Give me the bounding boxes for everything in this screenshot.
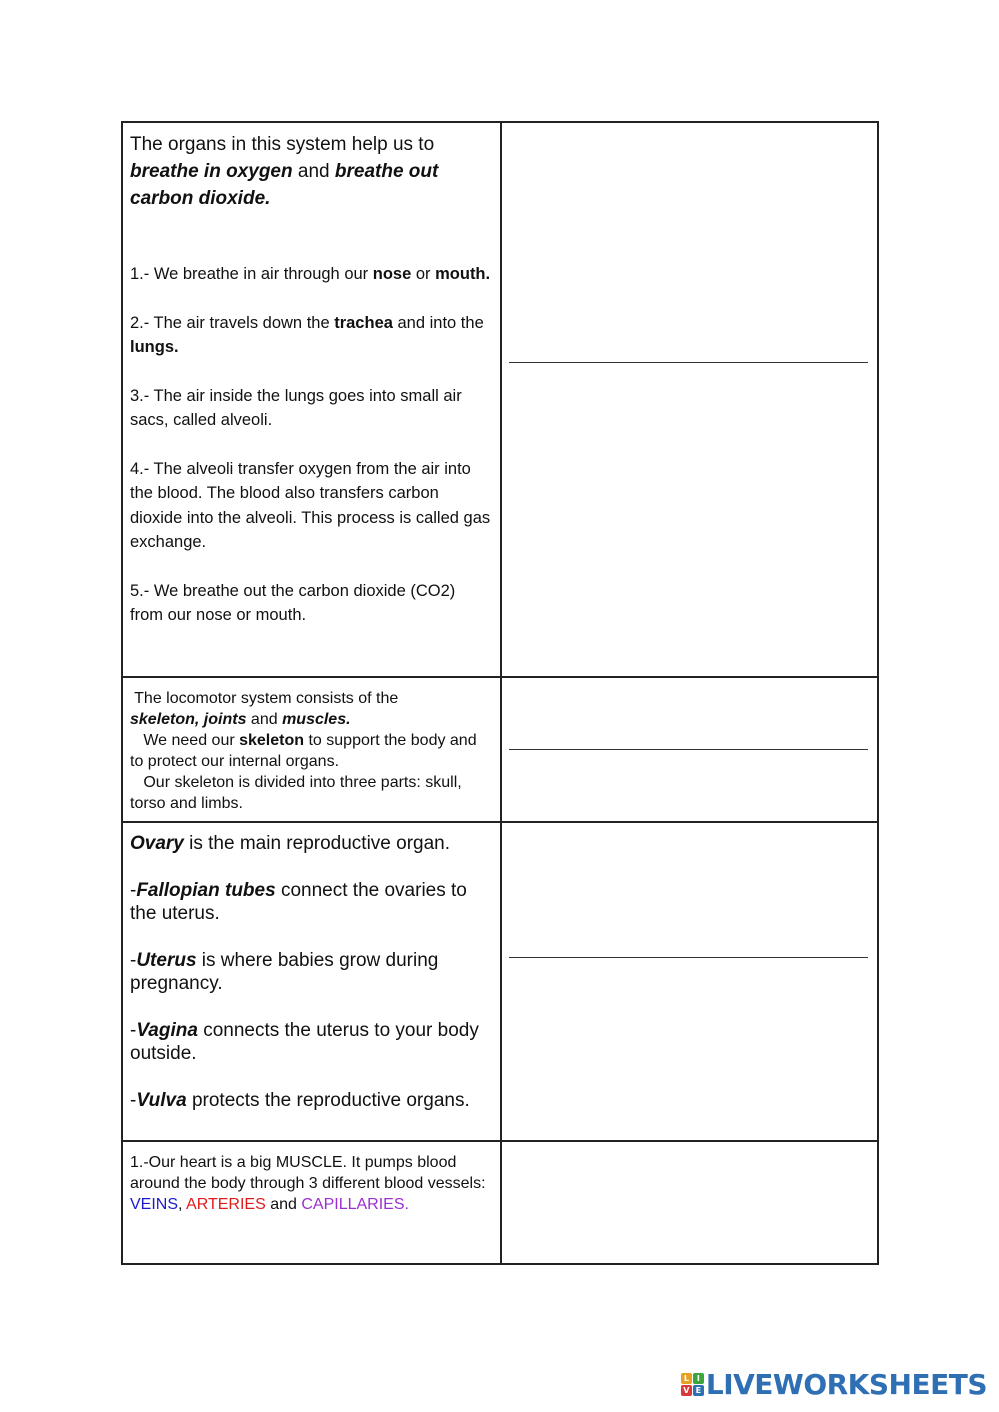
worksheet-table bbox=[121, 121, 879, 1265]
circulatory-answer-cell bbox=[501, 1141, 878, 1264]
respiratory-description-cell bbox=[122, 122, 501, 677]
table-row bbox=[122, 677, 878, 822]
locomotor-line-4: Our skeleton is divided into three parts: skull, torso and limbs. bbox=[130, 774, 467, 812]
respiratory-step-3: 3.- The air inside the lungs goes into small air sacs, called alveoli. bbox=[130, 386, 462, 429]
locomotor-answer-line[interactable] bbox=[509, 749, 868, 750]
capillaries-label: CAPILLARIES. bbox=[301, 1196, 409, 1213]
locomotor-description-cell bbox=[122, 677, 501, 822]
table-row bbox=[122, 122, 878, 677]
liveworksheets-logo bbox=[681, 1364, 987, 1404]
table-row bbox=[122, 822, 878, 1141]
circulatory-text: 1.-Our heart is a big MUSCLE. It pumps blood around the body through 3 different blood vessels: VEINS, ARTERIES and CAPILLARIES. bbox=[130, 1154, 486, 1213]
respiratory-answer-cell bbox=[501, 122, 878, 677]
table-row bbox=[122, 1141, 878, 1264]
locomotor-line-3: We need our skeleton to support the body and to protect our internal organs. bbox=[130, 732, 482, 770]
liveworksheets-logo-icon: L I V E bbox=[681, 1373, 704, 1396]
arteries-label: ARTERIES bbox=[186, 1196, 266, 1213]
locomotor-answer-cell bbox=[501, 677, 878, 822]
reproductive-answer-cell bbox=[501, 822, 878, 1141]
locomotor-line-2: skeleton, joints and muscles. bbox=[130, 711, 351, 728]
respiratory-step-2: 2.- The air travels down the trachea and into the lungs. bbox=[130, 313, 484, 356]
reproductive-ovary: Ovary is the main reproductive organ. bbox=[130, 833, 451, 854]
respiratory-intro: The organs in this system help us to breathe in oxygen and breathe out carbon dioxide. bbox=[130, 134, 439, 209]
veins-label: VEINS bbox=[130, 1196, 179, 1213]
respiratory-step-4: 4.- The alveoli transfer oxygen from the air into the blood. The blood also transfers carbon dioxide into the alveoli. This process is called gas exchange. bbox=[130, 459, 491, 551]
respiratory-step-5: 5.- We breathe out the carbon dioxide (CO2) from our nose or mouth. bbox=[130, 581, 456, 624]
reproductive-answer-line[interactable] bbox=[509, 957, 868, 958]
reproductive-vulva: -Vulva protects the reproductive organs. bbox=[130, 1089, 470, 1111]
reproductive-fallopian: -Fallopian tubes connect the ovaries to the uterus. bbox=[130, 879, 467, 924]
reproductive-uterus: -Uterus is where babies grow during pregnancy. bbox=[130, 949, 439, 994]
circulatory-description-cell bbox=[122, 1141, 501, 1264]
reproductive-vagina: -Vagina connects the uterus to your body outside. bbox=[130, 1019, 479, 1064]
liveworksheets-logo-text: LIVEWORKSHEETS bbox=[705, 1367, 987, 1401]
reproductive-description-cell bbox=[122, 822, 501, 1141]
locomotor-line-1: The locomotor system consists of the bbox=[130, 690, 399, 707]
respiratory-answer-line[interactable] bbox=[509, 362, 868, 363]
respiratory-step-1: 1.- We breathe in air through our nose or mouth. bbox=[130, 265, 491, 283]
